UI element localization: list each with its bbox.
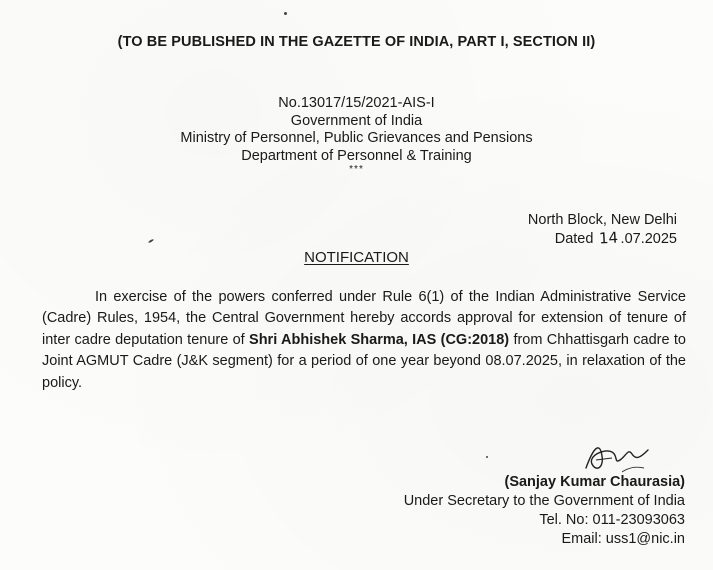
gazette-header: (TO BE PUBLISHED IN THE GAZETTE OF INDIA, PART I, SECTION II): [117, 34, 596, 50]
separator-stars: ***: [349, 164, 364, 175]
letterhead: [0, 95, 713, 175]
scan-speck: [284, 12, 287, 15]
place-line: North Block, New Delhi: [527, 212, 677, 228]
officer-name: Shri Abhishek Sharma, IAS (CG:2018): [249, 331, 510, 348]
signatory-name: (Sanjay Kumar Chaurasia): [504, 474, 685, 490]
scan-speck: [486, 456, 488, 458]
reference-number: No.13017/15/2021-AIS-I: [278, 95, 435, 111]
government-line: Government of India: [290, 112, 423, 129]
signatory-tel: Tel. No: 011-23093063: [539, 512, 685, 528]
place-date-block: [528, 212, 677, 248]
department-line: Department of Personnel & Training: [241, 147, 472, 164]
date-prefix: Dated: [554, 230, 594, 247]
signatory-designation: Under Secretary to the Government of India: [403, 493, 685, 509]
body-part-2: from Chhattisgarh cadre to Joint AGMUT Cadre (J&K segment) for a period of one year beyond 08.07.2025, in relaxation of the policy.: [42, 331, 686, 391]
ministry-line: Ministry of Personnel, Public Grievances and Pensions: [180, 130, 533, 146]
date-line: [528, 230, 677, 249]
date-rest: .07.2025: [620, 230, 677, 247]
signatory-email: Email: uss1@nic.in: [561, 531, 685, 547]
handwritten-day: 14: [598, 228, 619, 247]
body-part-1: In exercise of the powers conferred under Rule 6(1) of the Indian Administrative Service (Cadre) Rules, 1954, the Central Government hereby accords approval for extension of tenure of inter cadre deputation tenure of: [42, 289, 686, 348]
bleed-through-line: [0, 78, 713, 92]
notification-title: NOTIFICATION: [304, 249, 409, 266]
signatory-block: [404, 473, 685, 549]
handwritten-signature-icon: [582, 438, 654, 478]
notification-body: [42, 287, 686, 394]
scan-speck: [148, 239, 154, 244]
